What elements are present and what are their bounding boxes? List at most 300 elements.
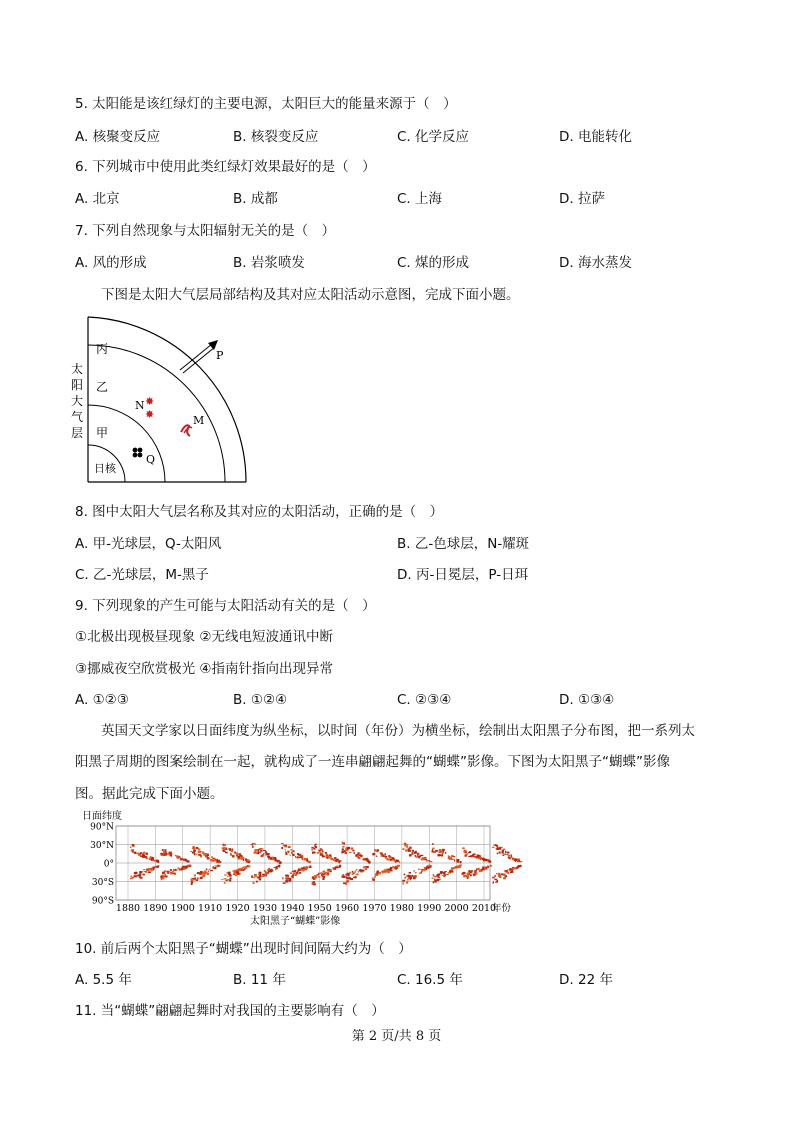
sunspot-mark [498,873,501,875]
sunspot-mark [366,866,368,868]
sunspot-mark [343,843,345,845]
side-label-2: 大 [71,394,84,408]
sunspot-mark [223,851,226,852]
sunspot-mark [211,856,213,858]
sunspot-mark [162,874,164,876]
sunspot-mark [149,858,151,859]
sunspot-mark [426,860,428,862]
q5-option-a: A. 核聚变反应 [75,129,161,145]
sunspot-mark [479,870,481,872]
sunspot-mark [504,870,506,872]
sunspot-mark [137,875,139,877]
sunspot-mark [471,870,473,871]
sunspot-mark [140,874,141,876]
sunspot-mark [235,875,237,876]
sunspot-mark [359,854,361,856]
sunspot-mark [302,857,303,859]
sunspot-mark [443,873,445,875]
sunspot-mark [197,877,199,879]
sunspot-mark [343,882,346,884]
sunspot-mark [349,852,351,853]
sunspot-mark [409,876,412,878]
sunspot-mark [502,853,505,854]
q9-option-b: B. ①②④ [233,692,288,708]
sunspot-mark [262,874,265,875]
sunspot-mark [193,850,196,853]
dot-icon [138,448,143,453]
sunspot-mark [192,848,195,850]
sunspot-mark [288,846,291,848]
intro-butterfly-line2: 阳黑子周期的图案绘制在一起，就构成了一连串翩翩起舞的“蝴蝶”影像。下图为太阳黑子“蝴蝶”影像 [75,754,670,770]
sunspot-mark [312,876,314,878]
sunspot-mark [321,872,323,873]
q10-option-b: B. 11 年 [233,972,286,988]
sunspot-mark [406,846,408,848]
sunspot-mark [208,871,209,872]
sunspot-mark [265,855,267,856]
sunspot-mark [191,883,193,885]
sunspot-mark [259,872,261,874]
sunspot-mark [191,880,193,881]
layer-bing: 丙 [96,342,109,356]
sunspot-mark [139,876,141,878]
sunspot-mark [148,871,151,873]
sunspot-mark [139,871,141,872]
sunspot-mark [254,875,257,877]
sunspot-mark [442,851,443,853]
sunspot-mark [318,873,319,875]
sunspot-mark [224,878,227,879]
sunspot-mark [194,875,196,877]
sunspot-mark [260,852,261,853]
sunspot-mark [132,844,134,846]
sunspot-mark [186,866,188,867]
sunspot-mark [462,847,465,849]
sunspot-mark [473,854,475,855]
sunspot-mark [187,860,190,862]
sunspot-mark [455,866,457,868]
q9-stem: 9. 下列现象的产生可能与太阳活动有关的是（ ） [75,598,376,614]
sunspot-mark [285,849,286,850]
sunspot-mark [268,854,270,856]
sunspot-mark [308,861,311,863]
sunspot-mark [320,849,323,851]
sunspot-mark [140,852,142,853]
sunspot-mark [224,874,227,875]
sunspot-mark [160,853,163,855]
sunspot-mark [277,860,280,861]
q10-option-a: A. 5.5 年 [75,972,132,988]
sunspot-mark [252,846,254,848]
sunspot-mark [339,860,340,862]
sunspot-mark [438,877,441,878]
sunspot-mark [183,859,185,860]
sunspot-mark [412,851,414,853]
sunspot-mark [299,872,301,874]
sunspot-mark [144,871,146,872]
sunspot-mark [292,854,294,856]
layer-core: 日核 [94,462,116,475]
sunspot-mark [166,871,168,873]
sunspot-mark [407,879,408,880]
sunspot-mark [291,875,293,877]
sunspot-mark [233,874,235,875]
sunspot-mark [275,868,277,870]
sunspot-mark [192,846,194,847]
sunspot-mark [415,856,418,857]
y-tick-label: 90°N [90,822,114,833]
sunspot-mark [433,881,434,883]
sunspot-mark [231,850,233,852]
sunspot-mark [389,856,392,858]
sunspot-mark [352,873,354,874]
sunspot-mark [508,855,509,857]
sunspot-mark [503,855,505,856]
sunspot-mark [426,868,428,871]
sunspot-mark [412,853,413,855]
sunspot-mark [213,867,215,868]
x-tick-label: 1910 [198,903,223,914]
sunspot-mark [330,856,332,857]
sunspot-mark [254,849,256,852]
sunspot-mark [194,853,196,855]
sunspot-mark [273,857,276,859]
sunspot-mark [345,876,348,877]
sunspot-mark [312,852,313,854]
page-footer: 第 2 页/共 8 页 [351,1029,442,1044]
sunspot-mark [343,874,345,875]
sunspot-mark [415,872,417,873]
sunspot-mark [499,877,502,878]
sunspot-mark [514,858,516,860]
sunspot-mark [492,847,494,848]
sunspot-mark [419,872,421,874]
sunspot-mark [439,852,442,853]
dot-icon [138,453,143,458]
sunspot-mark [358,857,360,859]
q5-stem: 5. 太阳能是该红绿灯的主要电源，太阳巨大的能量来源于（ ） [75,96,457,112]
sunspot-mark [162,872,165,874]
sunspot-mark [365,866,367,867]
sunspot-mark [299,869,301,871]
sunspot-mark [507,854,509,855]
sunspot-mark [230,853,231,855]
sunspot-mark [245,858,247,860]
sunspot-mark [351,848,354,849]
sunspot-mark [467,877,469,879]
sunspot-mark [509,868,512,870]
x-tick-label: 1920 [225,903,250,914]
sunspot-mark [519,861,522,862]
sunspot-mark [182,866,184,867]
sunspot-mark [165,851,166,853]
sunspot-mark [130,847,131,849]
sunspot-mark [325,852,327,854]
sunspot-mark [196,847,198,849]
sunspot-mark [244,868,245,870]
sunspot-mark [459,865,462,866]
sunspot-mark [432,878,434,879]
q9-items-line1: ①北极出现极昼现象 ②无线电短波通讯中断 [75,629,333,645]
sunspot-mark [385,858,387,859]
sunspot-mark [318,876,321,877]
y-tick-label: 90°S [91,896,114,907]
sunspot-mark [391,867,393,869]
sunspot-mark [142,853,144,854]
sunspot-mark [227,879,229,880]
sunspot-mark [495,844,498,846]
sunspot-mark [253,882,255,884]
sunspot-mark [253,877,255,878]
sunspot-mark [314,848,316,850]
sunspot-mark [346,880,349,882]
sunspot-mark [374,849,376,851]
sunspot-mark [464,851,466,853]
sunspot-mark [202,875,205,877]
dot-icon [133,453,138,458]
sunspot-mark [311,849,313,850]
q10-option-d: D. 22 年 [559,972,613,988]
sunspot-mark [164,870,166,871]
q9-option-c: C. ②③④ [397,692,452,708]
sunspot-mark [341,851,344,853]
y-tick-label: 30°S [91,878,114,888]
sunspot-mark [288,852,290,853]
sunspot-mark [517,859,519,861]
sunspot-mark [478,855,480,857]
sunspot-mark [275,867,277,868]
sunspot-mark [138,853,139,855]
sunspot-mark [207,854,209,856]
sunspot-mark [372,879,375,881]
sunspot-mark [457,859,460,860]
sunspot-mark [346,874,348,875]
sunspot-mark [161,878,162,880]
x-tick-label: 1950 [307,903,332,914]
sunspot-mark [354,852,355,854]
y-tick-label: 0° [103,859,114,870]
sunspot-mark [359,870,362,872]
q5-option-d: D. 电能转化 [559,129,632,145]
sunspot-mark [470,874,472,876]
x-axis-unit: 年份 [492,903,512,914]
sunspot-mark [145,856,146,858]
sunspot-mark [436,879,439,881]
q8-option-d: D. 丙-日冕层，P-日珥 [397,567,529,583]
q7-option-d: D. 海水蒸发 [559,255,632,271]
sunspot-mark [433,851,436,853]
sunspot-mark [229,848,232,850]
sunspot-mark [413,870,414,871]
sunspot-mark [259,876,261,877]
sunspot-mark [178,867,180,869]
sunspot-mark [194,877,196,879]
sunspot-mark [405,844,408,846]
sunspot-mark [151,869,153,871]
sunspot-mark [387,858,389,860]
sunspot-mark [342,848,344,850]
sunspot-mark [270,858,272,860]
sunspot-mark [289,880,292,882]
sunspot-mark [417,854,418,856]
sunspot-mark [313,884,316,885]
x-tick-label: 2010 [471,903,497,914]
sunspot-mark [162,877,164,879]
sunspot-mark [239,858,241,859]
sunspot-mark [201,872,203,874]
sunspot-mark [348,874,350,877]
sunspot-mark [306,860,308,861]
sunspot-mark [494,875,495,877]
sunspot-mark [152,857,154,859]
sunspot-mark [283,882,286,884]
sunspot-mark [151,859,154,861]
sunspot-mark [345,849,347,851]
sunspot-mark [243,857,245,858]
sunspot-mark [292,871,295,872]
sunspot-mark [131,849,133,851]
sunspot-mark [440,873,442,875]
sunspot-mark [380,852,383,853]
x-tick-label: 1930 [252,903,278,914]
sunspot-mark [423,859,425,861]
sunspot-mark [284,845,286,846]
sunspot-mark [177,856,179,858]
sunspot-mark [449,858,451,860]
sunspot-mark [355,870,356,872]
sunspot-mark [469,851,471,853]
sunspot-mark [397,866,399,868]
sunspot-mark [468,856,471,857]
sunspot-mark [463,875,466,878]
sunspot-mark [169,853,171,854]
sunspot-mark [214,860,217,862]
sunspot-mark [153,869,155,871]
x-tick-label: 1970 [362,903,387,914]
sunspot-mark [306,867,308,868]
sunspot-mark [454,859,455,861]
sunspot-mark [254,844,257,845]
q6-option-b: B. 成都 [233,191,278,207]
sunspot-mark [294,870,296,872]
sunspot-mark [405,877,406,879]
sunspot-mark [295,856,296,858]
sunspot-mark [363,858,365,859]
sunspot-mark [384,853,386,855]
sunspot-mark [327,874,329,875]
sunspot-mark [217,860,220,862]
sunspot-mark [251,876,253,878]
sunspot-mark [314,876,317,879]
sunspot-mark [209,869,211,870]
sunspot-mark [282,877,283,879]
dot-icon [133,448,138,453]
sunspot-mark [346,882,348,883]
sunspot-mark [181,858,182,860]
sunspot-mark [353,877,356,878]
sunspot-mark [347,847,350,849]
sunspot-mark [290,855,292,856]
sunspot-mark [263,850,266,851]
sunspot-mark [134,872,137,874]
sunspot-mark [493,844,495,845]
sunspot-mark [210,870,213,871]
sunspot-mark [497,853,498,855]
sunspot-mark [299,857,302,858]
sunspot-mark [270,870,272,872]
x-tick-label: 2000 [444,903,469,914]
sunspot-mark [376,856,377,857]
sunspot-mark [415,855,417,856]
arrow-p-shaft-a [180,344,212,370]
sunspot-mark [153,867,156,869]
sunspot-mark [169,870,170,872]
sunspot-mark [227,876,228,877]
sunspot-mark [330,871,332,872]
sunspot-mark [377,871,379,873]
sunspot-mark [457,860,459,862]
x-tick-label: 1960 [334,903,360,914]
sunspot-mark [506,871,509,872]
sunspot-mark [259,848,262,850]
sunspot-mark [508,856,510,858]
sunspot-mark [357,873,359,874]
sunspot-mark [315,844,317,845]
sunspot-mark [511,871,514,873]
q8-stem: 8. 图中太阳大气层名称及其对应的太阳活动，正确的是（ ） [75,504,444,520]
sunspot-mark [410,879,412,881]
sunspot-mark [330,858,333,860]
sunspot-mark [167,854,168,856]
sunspot-mark [199,874,201,875]
sunspot-mark [257,852,260,854]
sunspot-mark [490,861,492,862]
sunspot-butterfly-chart [78,810,512,930]
sunspot-mark [170,856,172,857]
marker-p: P [216,349,224,362]
sunspot-mark [232,855,235,857]
sunspot-mark [495,882,497,883]
sunspot-mark [156,860,158,863]
sunspot-mark [355,854,357,856]
sunspot-mark [392,858,395,859]
layer-yi: 乙 [96,380,109,394]
sunspot-mark [322,876,324,877]
q9-option-d: D. ①③④ [559,692,615,708]
x-tick-label: 1980 [389,903,414,914]
sunspot-mark [408,850,410,852]
sunspot-mark [293,872,295,874]
sunspot-mark [229,875,232,877]
sunspot-mark [142,856,145,858]
x-tick-label: 1940 [280,903,305,914]
sunspot-mark [457,866,459,868]
sunspot-mark [318,850,320,852]
sunspot-mark [200,851,201,852]
sunspot-mark [336,860,337,861]
sunspot-mark [505,851,506,853]
sunspot-mark [446,874,448,875]
sunspot-mark [433,874,434,876]
sunspot-mark [238,854,239,855]
sunspot-mark [402,880,405,882]
sunspot-mark [260,850,262,852]
sunspot-mark [235,873,237,875]
sunspot-mark [451,867,453,869]
sunspot-mark [421,855,424,856]
sunspot-mark [262,854,264,855]
sunspot-mark [432,843,434,845]
